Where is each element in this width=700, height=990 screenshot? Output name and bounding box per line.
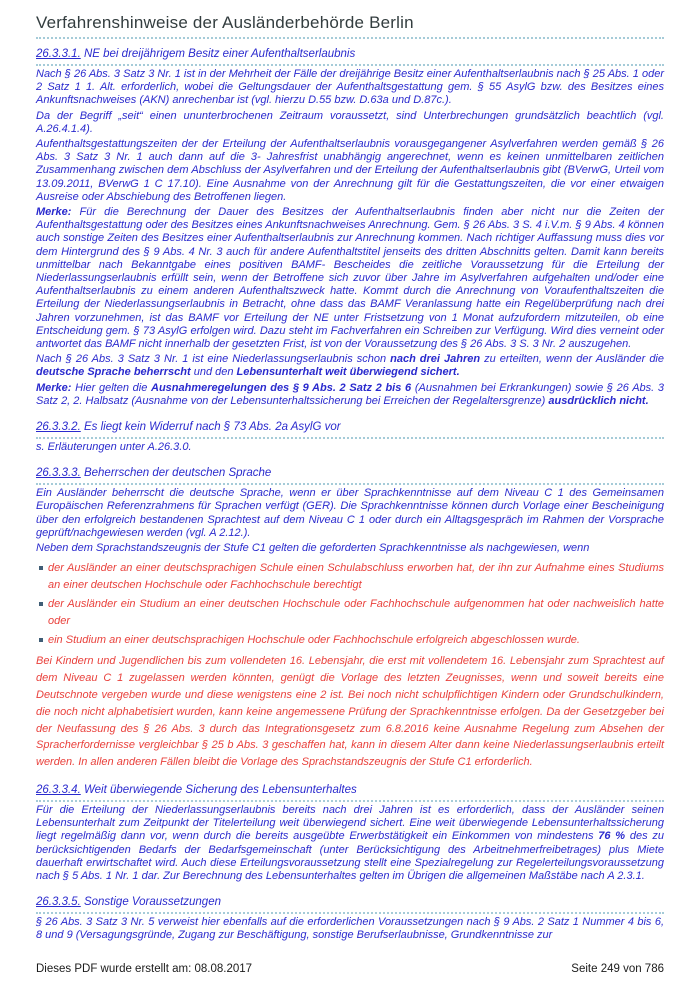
paragraph [36,653,664,771]
section-title: Weit überwiegende Sicherung des Lebensunterhaltes [83,783,357,796]
section-26.3.3.2 [36,420,664,454]
paragraph [36,542,664,555]
bold-text: ausdrücklich nicht. [548,394,649,407]
section-divider [36,483,664,485]
text-run: (Ausnahmen bei Erkrankungen) sowie § 26 Abs. 3 Satz 2, 2. Halbsatz (Ausnahme von der Lebensunterhaltssicherung bei Erreichen der Regelaltersgrenze) [36,381,664,407]
text-run: Nach § 26 Abs. 3 Satz 3 Nr. 1 ist in der Mehrheit der Fälle der dreijährige Besitz einer Aufenthaltserlaubnis nach § 25 Abs. 1 oder 2 Satz 1 1. Alt. erforderlich, wobei die Geltungsdauer der Aufenthaltsgestattung gem. § 55 AsylG bzw. des Besitzes eines Ankunftsnachweises (AKN) anrechenbar ist (vgl. hierzu D.55 bzw. D.63a und D.87c.). [36,68,664,107]
paragraph [36,441,664,454]
section-heading [36,895,664,912]
section-divider [36,437,664,439]
bullet-text: der Ausländer an einer deutschsprachigen Schule einen Schulabschluss erworben hat, der ihn zur Aufnahme eines Studiums an einer deutschen Hochschule oder Fachhochschule berechtigt [48,562,664,591]
section-number: 26.3.3.3. [36,467,81,480]
section-26.3.3.5 [36,895,664,942]
section-title: Beherrschen der deutschen Sprache [83,467,272,480]
text-run: des zu berücksichtigenden Bedarfs der Bedarfsgemeinschaft (unter Berücksichtigung des Arbeitnehmerfreibetrages) plus Miete dauerhaft erwirtschaftet wird. Auch diese Erteilungsvoraussetzung stellt eine Spezialregelung zur Regelerteilungsvoraussetzung nach § 5 Abs. 1 Nr. 1 dar. Zur Berechnung des Lebensunterhaltes gelten im Übrigen die allgemeinen Maßstäbe nach A 2.3.1. [36,830,664,882]
paragraph [36,916,664,942]
paragraph [36,382,664,408]
text-run: § 26 Abs. 3 Satz 3 Nr. 5 verweist hier ebenfalls auf die erforderlichen Voraussetzungen nach § 9 Abs. 2 Satz 1 Nummer 4 bis 6, 8 und 9 (Versagungsgründe, Zugang zur Beschäftigung, sonstige Berufserlaubnisse, Grundkenntnisse zur [36,916,664,942]
section-title: Sonstige Voraussetzungen [83,896,221,909]
paragraph [36,110,664,136]
section-title: NE bei dreijährigem Besitz einer Aufenthaltserlaubnis [83,48,356,60]
bullet-item [39,560,664,593]
footer-page-indicator: Seite 249 von 786 [571,963,664,975]
section-number: 26.3.3.4. [36,783,81,796]
bullet-square-icon [39,566,43,570]
bullet-item [39,632,664,648]
paragraph [36,206,664,351]
text-run: Aufenthaltsgestattungszeiten der der Erteilung der Aufenthaltserlaubnis vorausgegangener Asylverfahren werden gemäß § 26 Abs. 3 Satz 3 Nr. 1 auch dann auf die 3- Jahresfrist unabhängig angerechnet, wenn es keinen unmittelbaren zeitlichen Zusammenhang zwischen dem Abschluss der Asylverfahren und der Erteilung der Aufenthaltserlaubnis gibt (BVerwG, Urteil vom 13.09.2011, BVerwG 1 C 17.10). Eine Ausnahme von der Anrechnung gilt für die Gestattungszeiten, die vor einer etwaigen Ausreise oder Abschiebung des Betroffenen liegen. [36,138,664,203]
text-run: und den [190,366,237,379]
bold-text: Merke: [36,381,72,394]
paragraph [36,487,664,540]
section-title: Es liegt kein Widerruf nach § 73 Abs. 2a AsylG vor [83,421,341,434]
bold-text: Ausnahmeregelungen des § 9 Abs. 2 Satz 2 bis 6 [151,381,412,394]
text-run: Ein Ausländer beherrscht die deutsche Sprache, wenn er über Sprachkenntnisse auf dem Niveau C 1 des Gemeinsamen Europäischen Referenzrahmens für Sprachen verfügt (GER). Die Sprachkenntnisse können durch Vorlage einer Bescheinigung über den erfolgreich bestandenen Sprachtest auf dem Niveau C 1 oder durch ein Alltagsgespräch im Rahmen der Vorsprache geprüft/nachgewiesen werden (vgl. A 2.12.). [36,487,664,539]
section-26.3.3.1 [36,47,664,408]
paragraph [36,68,664,108]
paragraph [36,138,664,204]
page-title: Verfahrenshinweise der Ausländerbehörde Berlin [36,13,414,32]
bullet-item [39,596,664,629]
bold-text: Lebensunterhalt weit überwiegend sichert. [236,366,460,379]
text-run: Bei Kindern und Jugendlichen bis zum vollendeten 16. Lebensjahr, die erst mit vollendetem 16. Lebensjahr zum Sprachtest auf dem Niveau C 1 zugelassen werden könnten, genügt die Vorlage des letzten Zeugnisses, wenn und soweit bereits eine Deutschnote vergeben wurde und diese wenigstens eine 2 ist. Bei noch nicht schulpflichtigen Kindern oder Grundschulkindern, die noch nicht alphabetisiert wurden, kann keine angemessene Prüfung der Sprachkenntnisse erfolgen. Da der Gesetzgeber bei der Neufassung des § 26 Abs. 3 durch das Integrationsgesetz zum 6.8.2016 keine Ausnahme Regelung zum Absehen der Spracherfordernisse vergleichbar § 25 b Abs. 3 geschaffen hat, kann in diesem Alter dann keine Niederlassungserlaubnis erteilt werden. In allen anderen Fällen bleibt die Vorlage des Sprachstandszeugnis der Stufe C1 erforderlich. [36,655,664,769]
section-divider [36,800,664,802]
bold-text: 76 % [598,830,626,843]
bold-text: nach drei Jahren [390,353,481,366]
section-number: 26.3.3.2. [36,421,81,434]
text-run: Neben dem Sprachstandszeugnis der Stufe C1 gelten die geforderten Sprachkenntnisse als nachgewiesen, wenn [36,542,590,555]
section-26.3.3.4 [36,783,664,883]
text-run: s. Erläuterungen unter A.26.3.0. [36,441,192,454]
section-number: 26.3.3.1. [36,48,81,60]
title-divider [36,37,664,39]
bullet-square-icon [39,638,43,642]
text-run: Da der Begriff „seit“ einen ununterbrochenen Zeitraum voraussetzt, sind Unterbrechungen grundsätzlich beachtlich (vgl. A.26.4.1.4). [36,109,664,135]
bullet-text: ein Studium an einer deutschsprachigen Hochschule oder Fachhochschule erfolgreich abgeschlossen wurde. [48,633,580,646]
text-run: Für die Berechnung der Dauer des Besitzes der Aufenthaltserlaubnis finden aber nicht nur die Zeiten der Aufenthaltsgestattung oder des Besitzes eines Ankunftsnachweises Anrechnung. Gem. § 26 Abs. 3 S. 4 i.V.m. § 9 Abs. 4 können auch sonstige Zeiten des Besitzes einer Aufenthaltserlaubnis zur Anrechnung kommen. Nach richtiger Auffassung muss dies vor dem Hintergrund des § 9 Abs. 4 Nr. 3 auch für andere Aufenthaltstitel jenseits des dritten Abschnitts gelten. Damit kann bereits unmittelbar nach Bekanntgabe eines positiven BAMF- Bescheides die zeitliche Voraussetzung für die Erteilung der Niederlassungserlaubnis erfüllt sein, wenn der Betroffene sich zuvor über Jahre im Asylverfahren aufgehalten und/oder eine Aufenthaltserlaubnis zu einem anderen Aufenthaltszweck hatte. Kommt durch die Anrechnung von Voraufenthaltszeiten die Erteilung der Niederlassungserlaubnis in Betracht, ohne dass das BAMF Veranlassung hatte ein Regelüberprüfung nach drei Jahren vorzunehmen, ist das BAMF vor Erteilung der NE unter Fristsetzung von 1 Monat aufzufordern mitzuteilen, ob eine Entscheidung gem. § 73 AsylG erfolgen wird. Dazu steht im Fachverfahren ein Schreiben zur Verfügung. Wird dies verneint oder antwortet das BAMF nicht innerhalb der gesetzten Frist, ist von der Voraussetzung des § 26 Abs. 3 S. 3 Nr. 2 auszugehen. [36,206,664,351]
footer-created-text: Dieses PDF wurde erstellt am: 08.08.2017 [36,963,253,975]
page-footer [36,963,664,975]
section-heading [36,466,664,483]
section-26.3.3.3 [36,466,664,771]
section-heading [36,47,664,64]
section-divider [36,912,664,914]
paragraph [36,353,664,379]
section-heading [36,783,664,800]
bullet-list [36,560,664,648]
section-divider [36,64,664,66]
bullet-text: der Ausländer ein Studium an einer deutschen Hochschule oder Fachhochschule aufgenommen hat oder nachweislich hatte oder [48,598,664,627]
document-body [36,47,664,943]
paragraph [36,804,664,883]
text-run: Nach § 26 Abs. 3 Satz 3 Nr. 1 ist eine Niederlassungserlaubnis schon [36,353,391,366]
text-run: Für die Erteilung der Niederlassungserlaubnis bereits nach drei Jahren ist es erforderlich, dass der Ausländer seinen Lebensunterhalt zum Zeitpunkt der Titelerteilung weit überwiegend sichert. Eine weit überwiegende Lebensunterhaltssicherung liegt regelmäßig dann vor, wenn durch die bereits ausgeübte Erwerbstätigkeit ein Einkommen von mindestens [36,803,664,843]
bullet-square-icon [39,602,43,606]
text-run: zu erteilten, wenn der Ausländer die [480,353,664,366]
bold-text: Merke: [36,206,72,219]
section-number: 26.3.3.5. [36,896,81,909]
bold-text: deutsche Sprache beherrscht [36,366,191,379]
section-heading [36,420,664,437]
text-run: Hier gelten die [71,381,152,394]
